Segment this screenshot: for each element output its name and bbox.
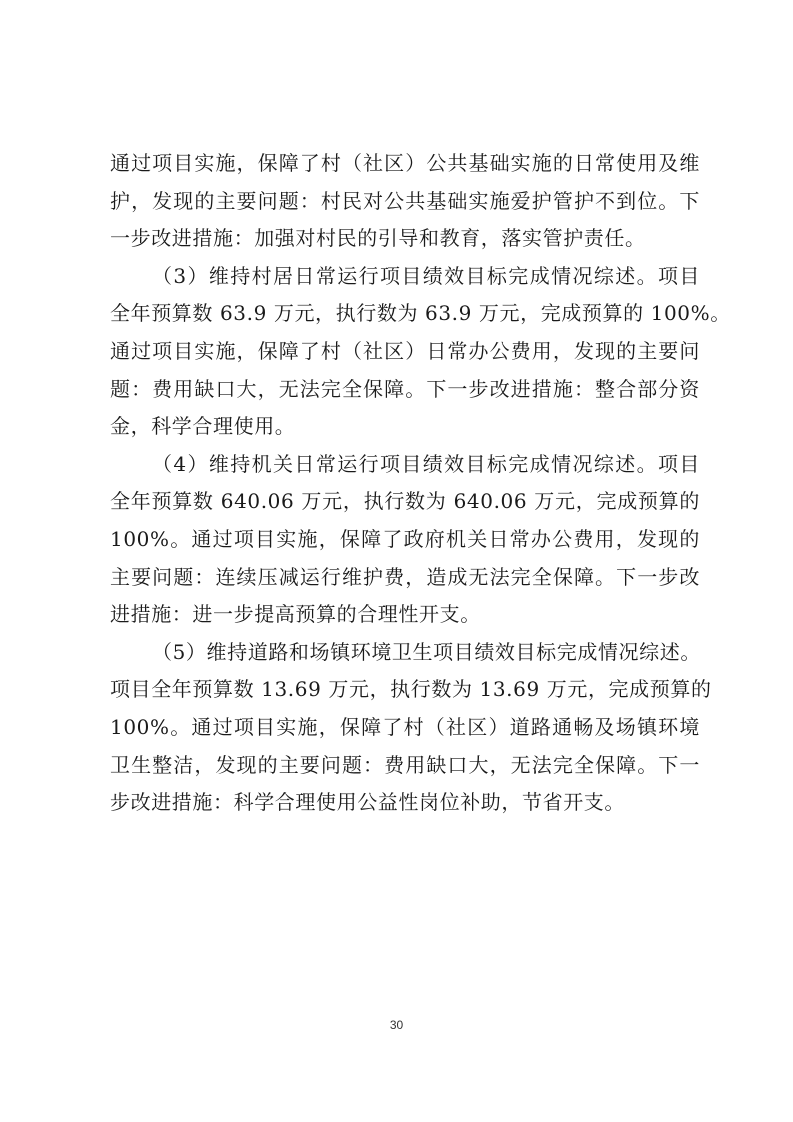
text-line: 通过项目实施，保障了村（社区）日常办公费用，发现的主要问	[110, 338, 700, 363]
text-line: 通过项目实施，保障了村（社区）公共基础实施的日常使用及维	[110, 151, 700, 175]
text-line: 主要问题：连续压减运行维护费，造成无法完全保障。下一步改	[110, 564, 700, 589]
text-line: （3）维持村居日常运行项目绩效目标完成情况综述。项目	[152, 263, 700, 288]
text-line: 一步改进措施：加强对村民的引导和教育，落实管护责任。	[110, 226, 646, 251]
text-line: 题：费用缺口大，无法完全保障。下一步改进措施：整合部分资	[110, 376, 700, 401]
text-line: （5）维持道路和场镇环境卫生项目绩效目标完成情况综述。	[152, 639, 701, 664]
text-line: 100%。通过项目实施，保障了政府机关日常办公费用，发现的	[110, 526, 700, 551]
text-line: （4）维持机关日常运行项目绩效目标完成情况综述。项目	[152, 451, 700, 476]
text-line: 步改进措施：科学合理使用公益性岗位补助，节省开支。	[110, 790, 625, 815]
body-text	[110, 145, 731, 822]
page-number: 30	[389, 1018, 404, 1032]
text-line: 项目全年预算数 13.69 万元，执行数为 13.69 万元，完成预算的	[110, 677, 712, 702]
text-line: 卫生整洁，发现的主要问题：费用缺口大，无法完全保障。下一	[110, 752, 700, 777]
text-line: 全年预算数 640.06 万元，执行数为 640.06 万元，完成预算的	[110, 489, 700, 514]
text-line: 金，科学合理使用。	[110, 414, 296, 439]
text-line: 全年预算数 63.9 万元，执行数为 63.9 万元，完成预算的 100%。	[110, 301, 731, 326]
text-line: 进措施：进一步提高预算的合理性开支。	[110, 602, 481, 627]
text-line: 100%。通过项目实施，保障了村（社区）道路通畅及场镇环境	[110, 714, 700, 739]
text-line: 护，发现的主要问题：村民对公共基础实施爱护管护不到位。下	[110, 188, 700, 213]
